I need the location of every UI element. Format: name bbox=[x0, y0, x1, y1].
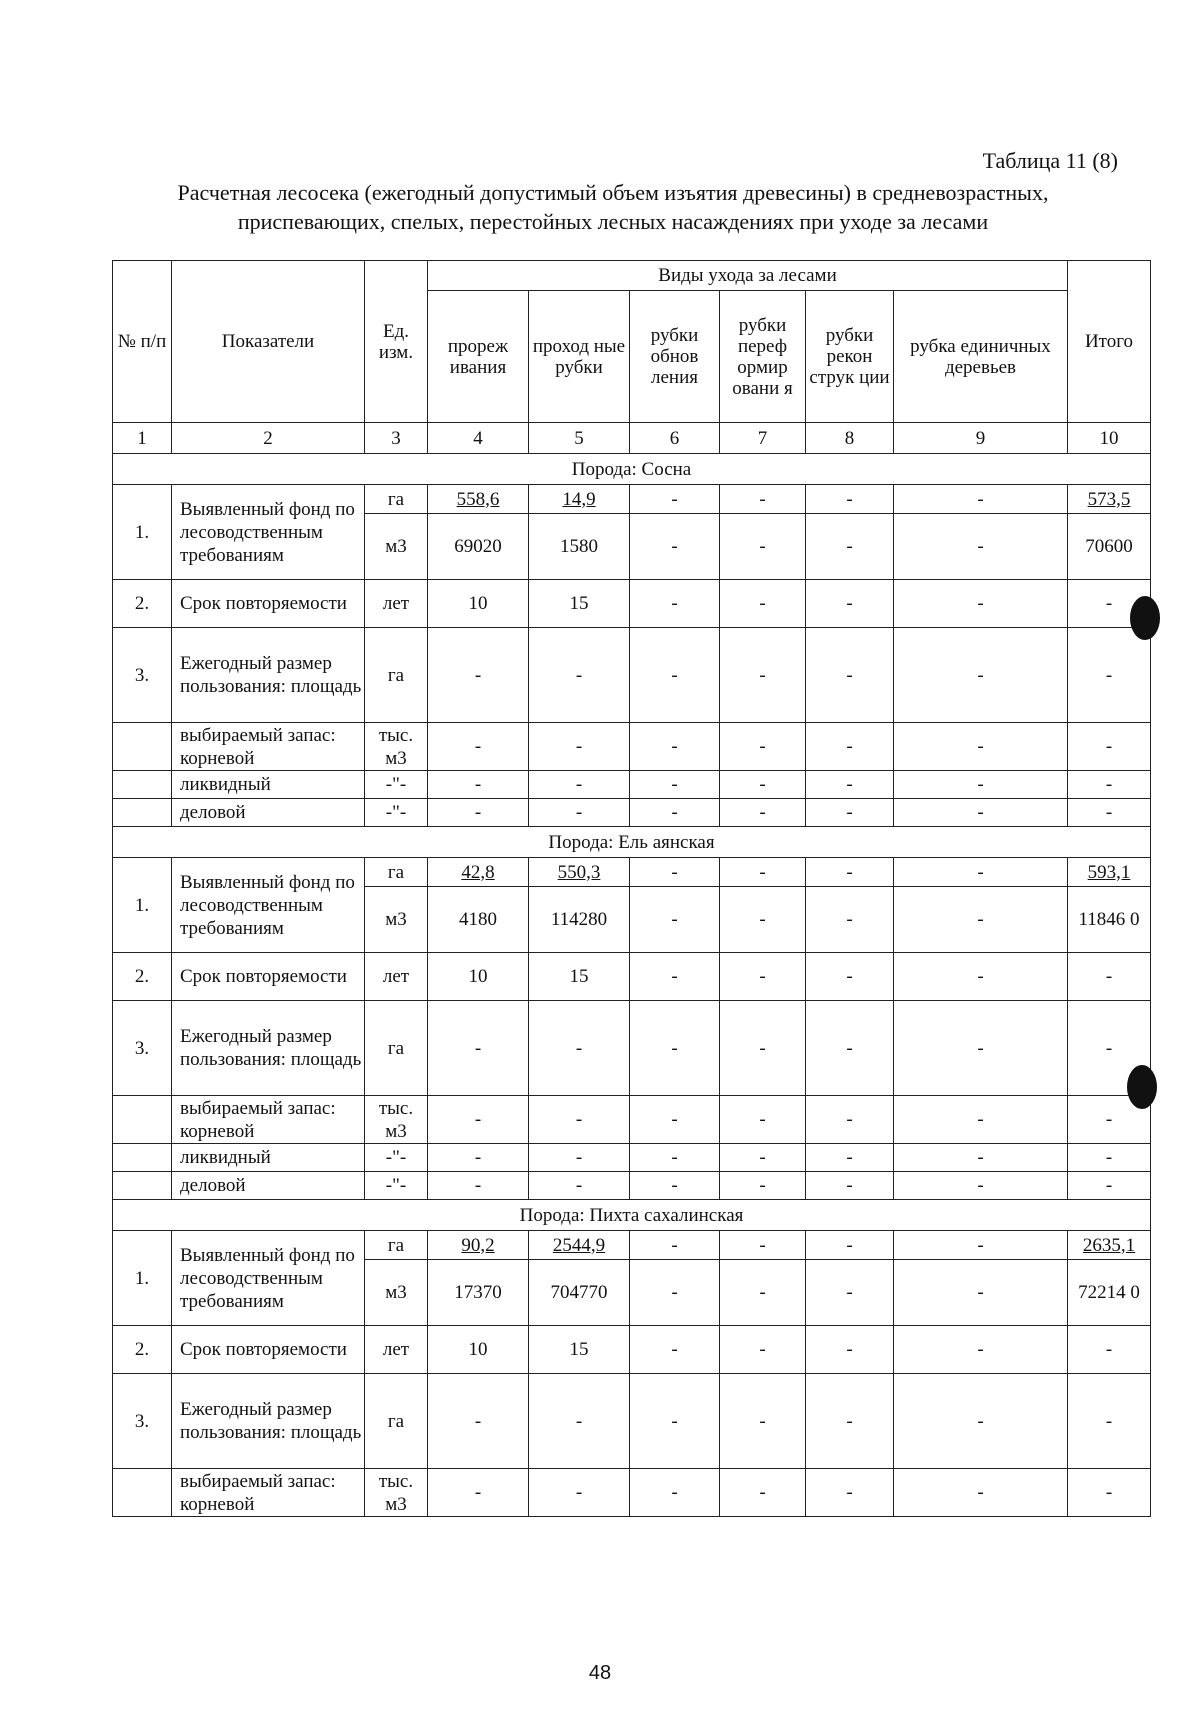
value-cell: - bbox=[529, 723, 630, 771]
row-number: 3. bbox=[113, 1001, 172, 1096]
indicator-label: Срок повторяемости bbox=[172, 953, 365, 1001]
value-cell: - bbox=[428, 1374, 529, 1469]
unit-cell: га bbox=[365, 1001, 428, 1096]
value-cell: - bbox=[630, 887, 720, 953]
header-type-reconstruction: рубки рекон струк ции bbox=[806, 291, 894, 423]
period-row bbox=[113, 1326, 1151, 1374]
value-cell: - bbox=[720, 514, 806, 580]
indicator-label: деловой bbox=[172, 799, 365, 827]
value-cell: - bbox=[720, 1469, 806, 1517]
value-cell: - bbox=[529, 1374, 630, 1469]
value-cell: 15 bbox=[529, 580, 630, 628]
value-cell: - bbox=[894, 858, 1068, 887]
row-number: 2. bbox=[113, 1326, 172, 1374]
value-cell: - bbox=[806, 1231, 894, 1260]
value-cell: - bbox=[529, 771, 630, 799]
value-cell: - bbox=[529, 1172, 630, 1200]
row-number bbox=[113, 723, 172, 771]
value-cell: 573,5 bbox=[1068, 485, 1151, 514]
indicator-label: Выявленный фонд по лесоводственным требованиям bbox=[172, 858, 365, 953]
value-cell: 11846 0 bbox=[1068, 887, 1151, 953]
value-cell: - bbox=[630, 1326, 720, 1374]
value-cell: - bbox=[630, 485, 720, 514]
value-cell: - bbox=[720, 953, 806, 1001]
value-cell: - bbox=[630, 953, 720, 1001]
value-cell: - bbox=[894, 799, 1068, 827]
fund-row bbox=[113, 1231, 1151, 1260]
row-number: 1. bbox=[113, 485, 172, 580]
value-cell: - bbox=[806, 858, 894, 887]
indicator-label: Ежегодный размер пользования: площадь bbox=[172, 1374, 365, 1469]
value-cell: - bbox=[806, 580, 894, 628]
unit-cell: га bbox=[365, 1374, 428, 1469]
value-cell: - bbox=[720, 1001, 806, 1096]
value-cell: - bbox=[894, 723, 1068, 771]
indicator-label: Ежегодный размер пользования: площадь bbox=[172, 628, 365, 723]
value-cell: - bbox=[894, 887, 1068, 953]
indicator-label: Срок повторяемости bbox=[172, 1326, 365, 1374]
value-cell: - bbox=[428, 1469, 529, 1517]
value-cell: - bbox=[529, 1001, 630, 1096]
ink-blot bbox=[1130, 596, 1160, 640]
value-cell: - bbox=[630, 1172, 720, 1200]
value-cell: - bbox=[630, 1374, 720, 1469]
annual-row bbox=[113, 628, 1151, 723]
value-cell: - bbox=[720, 723, 806, 771]
value-cell: - bbox=[630, 1144, 720, 1172]
value-cell: - bbox=[894, 1172, 1068, 1200]
value-cell: - bbox=[720, 580, 806, 628]
row-number bbox=[113, 1172, 172, 1200]
row-number: 3. bbox=[113, 628, 172, 723]
value-cell: - bbox=[806, 771, 894, 799]
value-cell: - bbox=[1068, 628, 1151, 723]
column-number: 3 bbox=[365, 423, 428, 454]
value-cell: 1580 bbox=[529, 514, 630, 580]
value-cell: - bbox=[720, 628, 806, 723]
value-cell: - bbox=[630, 1260, 720, 1326]
unit-cell: тыс. м3 bbox=[365, 1096, 428, 1144]
column-number: 7 bbox=[720, 423, 806, 454]
value-cell: - bbox=[806, 514, 894, 580]
value-cell: - bbox=[1068, 1374, 1151, 1469]
section-title: Порода: Пихта сахалинская bbox=[113, 1200, 1151, 1231]
indicator-label: деловой bbox=[172, 1172, 365, 1200]
value-cell: - bbox=[630, 799, 720, 827]
value-cell: - bbox=[1068, 953, 1151, 1001]
row-number bbox=[113, 799, 172, 827]
value-cell: - bbox=[529, 1096, 630, 1144]
value-cell: - bbox=[894, 580, 1068, 628]
header-indicator: Показатели bbox=[172, 261, 365, 423]
annual-row bbox=[113, 1001, 1151, 1096]
unit-cell: -"- bbox=[365, 1144, 428, 1172]
value-cell: - bbox=[894, 1469, 1068, 1517]
value-cell: 42,8 bbox=[428, 858, 529, 887]
value-cell: - bbox=[720, 1231, 806, 1260]
value-cell: - bbox=[720, 887, 806, 953]
value-cell: - bbox=[720, 1144, 806, 1172]
column-number: 6 bbox=[630, 423, 720, 454]
value-cell: - bbox=[720, 1260, 806, 1326]
value-cell: - bbox=[894, 1374, 1068, 1469]
value-cell: - bbox=[1068, 1172, 1151, 1200]
stock-row bbox=[113, 723, 1151, 771]
stock-row bbox=[113, 1096, 1151, 1144]
row-number bbox=[113, 771, 172, 799]
value-cell: - bbox=[894, 771, 1068, 799]
header-total: Итого bbox=[1068, 261, 1151, 423]
indicator-label: Выявленный фонд по лесоводственным требованиям bbox=[172, 1231, 365, 1326]
value-cell: 70600 bbox=[1068, 514, 1151, 580]
business-row bbox=[113, 1172, 1151, 1200]
row-number bbox=[113, 1469, 172, 1517]
value-cell: - bbox=[720, 1096, 806, 1144]
value-cell: - bbox=[894, 1096, 1068, 1144]
value-cell: 17370 bbox=[428, 1260, 529, 1326]
value-cell: - bbox=[806, 1001, 894, 1096]
value-cell: - bbox=[1068, 580, 1151, 628]
unit-cell: га bbox=[365, 485, 428, 514]
header-type-renewal: рубки обнов ления bbox=[630, 291, 720, 423]
liquid-row bbox=[113, 771, 1151, 799]
period-row bbox=[113, 580, 1151, 628]
value-cell: - bbox=[894, 1144, 1068, 1172]
value-cell: - bbox=[806, 1326, 894, 1374]
section-row bbox=[113, 827, 1151, 858]
unit-cell: м3 bbox=[365, 514, 428, 580]
table-caption: Расчетная лесосека (ежегодный допустимый объем изъятия древесины) в средневозрастных, приспевающих, спелых, перестойных лесных насаждениях при уходе за лесами bbox=[177, 180, 1049, 234]
indicator-label: Срок повторяемости bbox=[172, 580, 365, 628]
unit-cell: лет bbox=[365, 580, 428, 628]
value-cell: 593,1 bbox=[1068, 858, 1151, 887]
value-cell: - bbox=[529, 1469, 630, 1517]
value-cell: - bbox=[894, 485, 1068, 514]
header-type-reformation: рубки переф ормир овани я bbox=[720, 291, 806, 423]
ink-blot bbox=[1127, 1065, 1157, 1109]
value-cell: - bbox=[1068, 771, 1151, 799]
harvest-table bbox=[112, 260, 1151, 1517]
value-cell: - bbox=[529, 1144, 630, 1172]
value-cell: - bbox=[806, 1374, 894, 1469]
row-number: 2. bbox=[113, 953, 172, 1001]
value-cell: - bbox=[428, 1001, 529, 1096]
value-cell: - bbox=[806, 887, 894, 953]
value-cell: - bbox=[720, 858, 806, 887]
value-cell: - bbox=[1068, 1096, 1151, 1144]
value-cell: - bbox=[806, 1469, 894, 1517]
section-title: Порода: Сосна bbox=[113, 454, 1151, 485]
header-care-types: Виды ухода за лесами bbox=[428, 261, 1068, 291]
value-cell: - bbox=[1068, 799, 1151, 827]
value-cell: 558,6 bbox=[428, 485, 529, 514]
header-no: № п/п bbox=[113, 261, 172, 423]
value-cell: - bbox=[428, 771, 529, 799]
value-cell: - bbox=[1068, 1326, 1151, 1374]
header-type-single-trees: рубка единичных деревьев bbox=[894, 291, 1068, 423]
value-cell: - bbox=[894, 628, 1068, 723]
header-unit: Ед. изм. bbox=[365, 261, 428, 423]
value-cell: - bbox=[1068, 1144, 1151, 1172]
value-cell: - bbox=[630, 580, 720, 628]
value-cell: - bbox=[1068, 723, 1151, 771]
value-cell: - bbox=[630, 1096, 720, 1144]
column-number: 1 bbox=[113, 423, 172, 454]
value-cell: - bbox=[529, 628, 630, 723]
business-row bbox=[113, 799, 1151, 827]
indicator-label: выбираемый запас: корневой bbox=[172, 1469, 365, 1517]
row-number: 1. bbox=[113, 1231, 172, 1326]
value-cell: - bbox=[720, 1172, 806, 1200]
unit-cell: тыс. м3 bbox=[365, 1469, 428, 1517]
value-cell: - bbox=[806, 953, 894, 1001]
row-number: 1. bbox=[113, 858, 172, 953]
value-cell: - bbox=[720, 799, 806, 827]
unit-cell: га bbox=[365, 1231, 428, 1260]
page-number: 48 bbox=[588, 1662, 612, 1684]
value-cell: - bbox=[630, 514, 720, 580]
value-cell: 114280 bbox=[529, 887, 630, 953]
value-cell: - bbox=[894, 1001, 1068, 1096]
value-cell: - bbox=[894, 953, 1068, 1001]
value-cell: 550,3 bbox=[529, 858, 630, 887]
value-cell: 69020 bbox=[428, 514, 529, 580]
value-cell: - bbox=[806, 1172, 894, 1200]
section-row bbox=[113, 1200, 1151, 1231]
row-number: 2. bbox=[113, 580, 172, 628]
value-cell: 72214 0 bbox=[1068, 1260, 1151, 1326]
value-cell: - bbox=[894, 514, 1068, 580]
value-cell: 15 bbox=[529, 1326, 630, 1374]
value-cell: - bbox=[428, 628, 529, 723]
value-cell: - bbox=[630, 1001, 720, 1096]
row-number bbox=[113, 1096, 172, 1144]
column-number: 4 bbox=[428, 423, 529, 454]
value-cell: - bbox=[630, 858, 720, 887]
stock-row bbox=[113, 1469, 1151, 1517]
value-cell: - bbox=[894, 1231, 1068, 1260]
unit-cell: -"- bbox=[365, 1172, 428, 1200]
indicator-label: выбираемый запас: корневой bbox=[172, 1096, 365, 1144]
value-cell: - bbox=[806, 628, 894, 723]
indicator-label: ликвидный bbox=[172, 1144, 365, 1172]
value-cell: - bbox=[630, 628, 720, 723]
column-number: 8 bbox=[806, 423, 894, 454]
value-cell: - bbox=[806, 723, 894, 771]
value-cell: - bbox=[806, 1260, 894, 1326]
value-cell: - bbox=[720, 1326, 806, 1374]
unit-cell: тыс. м3 bbox=[365, 723, 428, 771]
unit-cell: лет bbox=[365, 953, 428, 1001]
value-cell: - bbox=[720, 771, 806, 799]
value-cell: 15 bbox=[529, 953, 630, 1001]
indicator-label: выбираемый запас: корневой bbox=[172, 723, 365, 771]
unit-cell: -"- bbox=[365, 771, 428, 799]
value-cell: - bbox=[428, 1144, 529, 1172]
value-cell: - bbox=[428, 799, 529, 827]
value-cell: - bbox=[428, 1172, 529, 1200]
value-cell: - bbox=[806, 1096, 894, 1144]
column-number: 10 bbox=[1068, 423, 1151, 454]
value-cell: 10 bbox=[428, 1326, 529, 1374]
unit-cell: м3 bbox=[365, 1260, 428, 1326]
value-cell: 2544,9 bbox=[529, 1231, 630, 1260]
value-cell: 14,9 bbox=[529, 485, 630, 514]
value-cell: 2635,1 bbox=[1068, 1231, 1151, 1260]
row-number bbox=[113, 1144, 172, 1172]
fund-row bbox=[113, 858, 1151, 887]
value-cell: - bbox=[894, 1260, 1068, 1326]
liquid-row bbox=[113, 1144, 1151, 1172]
value-cell: - bbox=[1068, 1001, 1151, 1096]
indicator-label: Выявленный фонд по лесоводственным требованиям bbox=[172, 485, 365, 580]
value-cell: - bbox=[529, 799, 630, 827]
header-type-passage: проход ные рубки bbox=[529, 291, 630, 423]
value-cell: 704770 bbox=[529, 1260, 630, 1326]
value-cell: - bbox=[1068, 1469, 1151, 1517]
indicator-label: ликвидный bbox=[172, 771, 365, 799]
row-number: 3. bbox=[113, 1374, 172, 1469]
unit-cell: га bbox=[365, 858, 428, 887]
value-cell: 4180 bbox=[428, 887, 529, 953]
unit-cell: м3 bbox=[365, 887, 428, 953]
value-cell: 90,2 bbox=[428, 1231, 529, 1260]
value-cell: - bbox=[428, 723, 529, 771]
table-number: Таблица 11 (8) bbox=[982, 148, 1118, 173]
value-cell: - bbox=[720, 1374, 806, 1469]
value-cell: 10 bbox=[428, 580, 529, 628]
fund-row bbox=[113, 485, 1151, 514]
unit-cell: га bbox=[365, 628, 428, 723]
unit-cell: лет bbox=[365, 1326, 428, 1374]
annual-row bbox=[113, 1374, 1151, 1469]
value-cell: 10 bbox=[428, 953, 529, 1001]
column-number: 9 bbox=[894, 423, 1068, 454]
value-cell: - bbox=[630, 1469, 720, 1517]
indicator-label: Ежегодный размер пользования: площадь bbox=[172, 1001, 365, 1096]
column-number: 2 bbox=[172, 423, 365, 454]
period-row bbox=[113, 953, 1151, 1001]
value-cell: - bbox=[720, 485, 806, 514]
value-cell: - bbox=[806, 799, 894, 827]
section-row bbox=[113, 454, 1151, 485]
value-cell: - bbox=[630, 723, 720, 771]
value-cell: - bbox=[630, 1231, 720, 1260]
column-number: 5 bbox=[529, 423, 630, 454]
value-cell: - bbox=[894, 1326, 1068, 1374]
value-cell: - bbox=[630, 771, 720, 799]
unit-cell: -"- bbox=[365, 799, 428, 827]
value-cell: - bbox=[806, 485, 894, 514]
value-cell: - bbox=[428, 1096, 529, 1144]
value-cell: - bbox=[806, 1144, 894, 1172]
section-title: Порода: Ель аянская bbox=[113, 827, 1151, 858]
header-type-thinning: прореж ивания bbox=[428, 291, 529, 423]
